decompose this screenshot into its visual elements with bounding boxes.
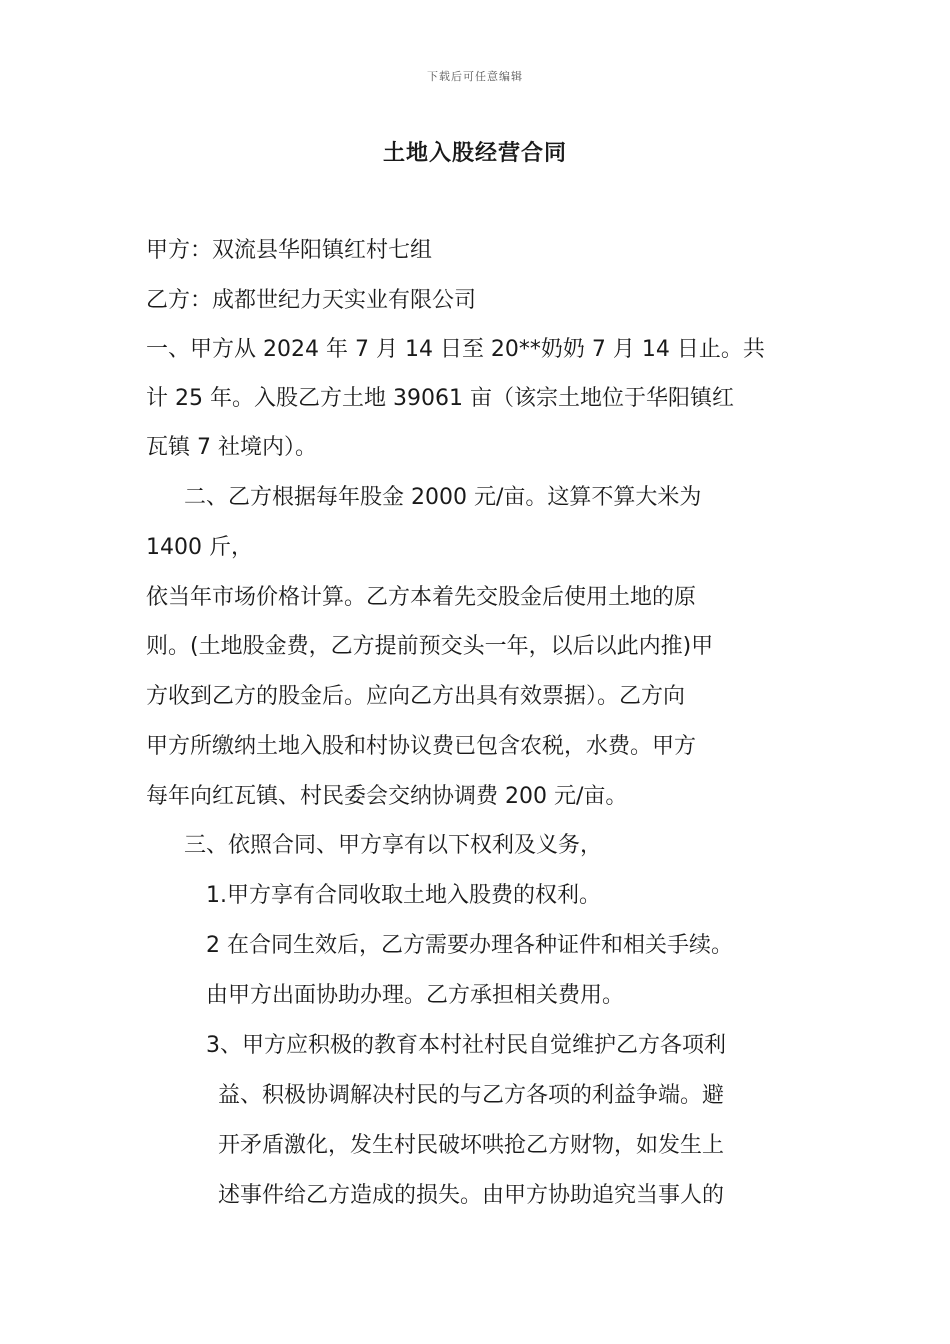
clause-3-item-3-line-3: 开矛盾激化，发生村民破坏哄抢乙方财物，如发生上 <box>218 1133 725 1158</box>
clause-3-item-2-line-2: 由甲方出面协助办理。乙方承担相关费用。 <box>206 983 625 1008</box>
clause-1-line-1: 一、甲方从 2024 年 7 月 14 日至 20**奶奶 7 月 14 日止。共 <box>146 337 765 362</box>
clause-2-line-3: 依当年市场价格计算。乙方本着先交股金后使用土地的原 <box>146 585 697 610</box>
clause-3-item-1: 1.甲方享有合同收取土地入股费的权利。 <box>206 883 601 908</box>
clause-3-heading: 三、依照合同、甲方享有以下权利及义务， <box>184 833 603 858</box>
clause-2-line-2: 1400 斤， <box>146 535 253 560</box>
clause-2-line-5: 方收到乙方的股金后。应向乙方出具有效票据）。乙方向 <box>146 684 686 709</box>
party-a-line: 甲方：双流县华阳镇红村七组 <box>146 238 433 263</box>
clause-3-item-3-line-1: 3、甲方应积极的教育本村社村民自觉维护乙方各项利 <box>206 1033 726 1058</box>
party-b-line: 乙方：成都世纪力天实业有限公司 <box>146 288 477 313</box>
clause-1-line-2: 计 25 年。入股乙方土地 39061 亩（该宗土地位于华阳镇红 <box>146 386 734 411</box>
header-note: 下载后可任意编辑 <box>427 70 523 83</box>
clause-2-line-4: 则。(土地股金费，乙方提前预交头一年，以后以此内推)甲 <box>146 634 714 659</box>
clause-2-line-6: 甲方所缴纳土地入股和村协议费已包含农税，水费。甲方 <box>146 734 697 759</box>
clause-3-item-2-line-1: 2 在合同生效后，乙方需要办理各种证件和相关手续。 <box>206 933 733 958</box>
contract-title: 土地入股经营合同 <box>382 141 567 166</box>
clause-2-line-1: 二、乙方根据每年股金 2000 元/亩。这算不算大米为 <box>184 485 702 510</box>
clause-3-item-3-line-4: 述事件给乙方造成的损失。由甲方协助追究当事人的 <box>218 1183 725 1208</box>
clause-3-item-3-line-2: 益、积极协调解决村民的与乙方各项的利益争端。避 <box>218 1083 725 1108</box>
clause-1-line-3: 瓦镇 7 社境内）。 <box>146 435 317 460</box>
clause-2-line-7: 每年向红瓦镇、村民委会交纳协调费 200 元/亩。 <box>146 784 628 809</box>
